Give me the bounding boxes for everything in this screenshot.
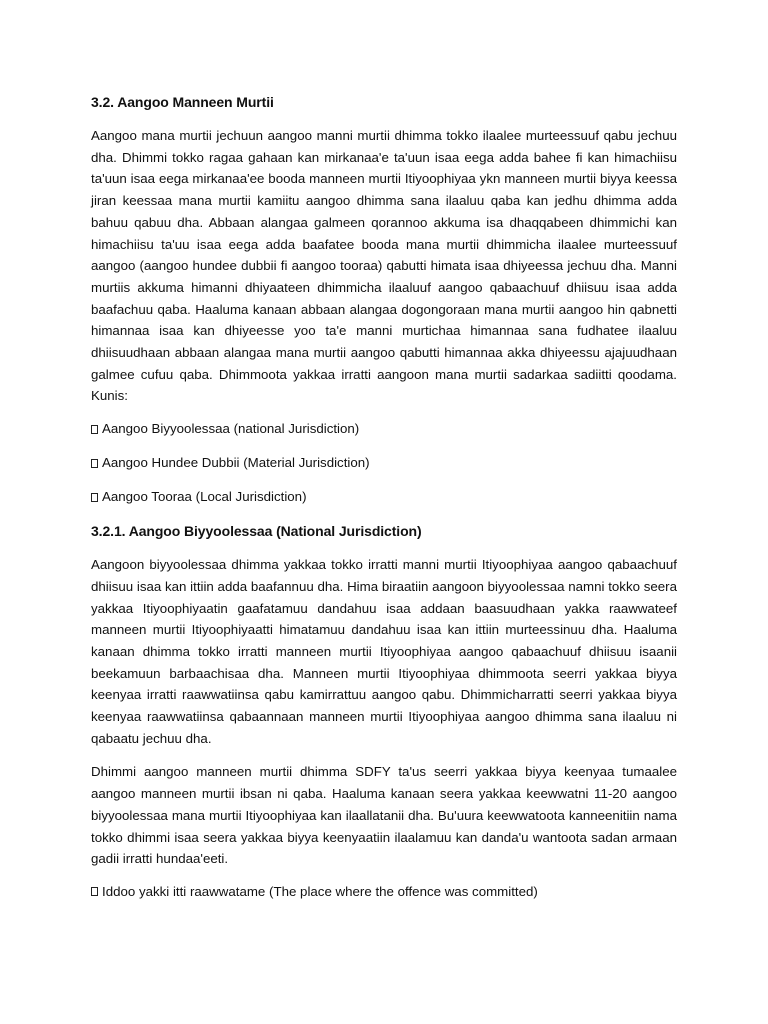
missing-glyph-icon [91,887,98,896]
missing-glyph-icon [91,459,98,468]
subsection-heading: 3.2.1. Aangoo Biyyoolessaa (National Jurisdiction) [91,523,422,540]
list-item [91,419,677,439]
list-item-text: Aangoo Hundee Dubbii (Material Jurisdiction) [102,455,370,471]
list-item [91,453,677,473]
paragraph-articles: Dhimmi aangoo manneen murtii dhimma SDFY ta'us seerri yakkaa biyya keenyaa tumaalee aangoo manneen murtii ibsan ni qaba. Haaluma kanaan seera yakkaa keewwatni 11-20 aangoo biyyoolessaa mana murtii Itiyoophiyaa kan ilaallatanii dha. Bu'uura keewwatoota kanneenitiin nama tokko dhimmi isaa seera yakkaa biyya keenyaatiin ilaalamuu kan danda'u wantoota sadan armaan gadii irratti hundaa'eeti. [91,764,677,867]
missing-glyph-icon [91,425,98,434]
paragraph-national-jurisdiction: Aangoon biyyoolessaa dhimma yakkaa tokko irratti manni murtii Itiyoophiyaa aangoo qabaachuuf dhiisuu isaa kan ittiin adda baafannuu dha. Hima biraatiin aangoon biyyoolessaa namni tokko seera yakkaa Itiyoophiyaatin gaafatamuu dandahuu isaa addaan baasuudhaan yakka raawwateef manneen murtii Itiyoophiyaatti himatamuu dandahuu isaa kan ittiin murteessinuu dha. Haaluma kanaan dhimma tokko irratti manneen murtii Itiyoophiyaa aangoo qabaachuuf dhiisuu isaanii beekamuun barbaachisaa dha. Manneen murtii Itiyoophiyaa dhimmoota seerri yakkaa biyya keenyaa irratti raawwatiinsa qabu kamirrattuu aangoo qabu. Dhimmicharratti seerri yakkaa biyya keenyaa raawwatiinsa qabaannaan manneen murtii Itiyoophiyaa aangoo dhimma sana ilaaluu ni qabaatu jechuu dha. [91,557,677,746]
section-heading: 3.2. Aangoo Manneen Murtii [91,94,274,110]
list-item-text: Iddoo yakki itti raawwatame (The place where the offence was committed) [102,883,538,899]
list-item-text: Aangoo Biyyoolessaa (national Jurisdiction) [102,421,360,437]
list-item [91,882,677,902]
list-item [91,487,677,507]
missing-glyph-icon [91,493,98,502]
paragraph-intro: Aangoo mana murtii jechuun aangoo manni murtii dhimma tokko ilaalee murteessuuf qabu jechuu dha. Dhimmi tokko ragaa gahaan kan mirkanaa'e ta'uun isaa eega adda bahee fi kan himachiisu ta'uun isaa eega mirkanaa'ee booda manneen murtii Itiyoophiyaa ykn manneen murtii biyya keessa jiran keessaa mana murtii kamiitu aangoo dhimma sana ilaaluu qaba kan jedhu dhimma adda bahuu qabuu dha. Abbaan alangaa galmeen qorannoo akkuma isa dhaqqabeen dhimmichi kan himachiisu ta'uu isaa eega adda baafatee booda mana murtii dhimmicha ilaalee murteessuuf aangoo (aangoo hundee dubbii fi aangoo tooraa) qabutti himata isaa dhiyeessa jechuu dha. Manni murtiis akkuma himanni dhiyaateen dhimmicha ilaaluuf aangoo qabaachuuf dhiisuu isaa adda baafachuu qaba. Haaluma kanaan abbaan alangaa dogongoraan mana murtii aangoo hin qabnetti himannaa isaa kan dhiyeesse yoo ta'e manni murtichaa himannaa sana fudhatee ilaaluu dhiisuudhaan abbaan alangaa mana murtii aangoo qabutti himannaa akka dhiyeessu ajajuudhaan galmee cufuu qaba. Dhimmoota yakkaa irratti aangoon mana murtii sadarkaa sadiitti qoodama. Kunis: [91,128,677,404]
list-item-text: Aangoo Tooraa (Local Jurisdiction) [102,489,307,505]
